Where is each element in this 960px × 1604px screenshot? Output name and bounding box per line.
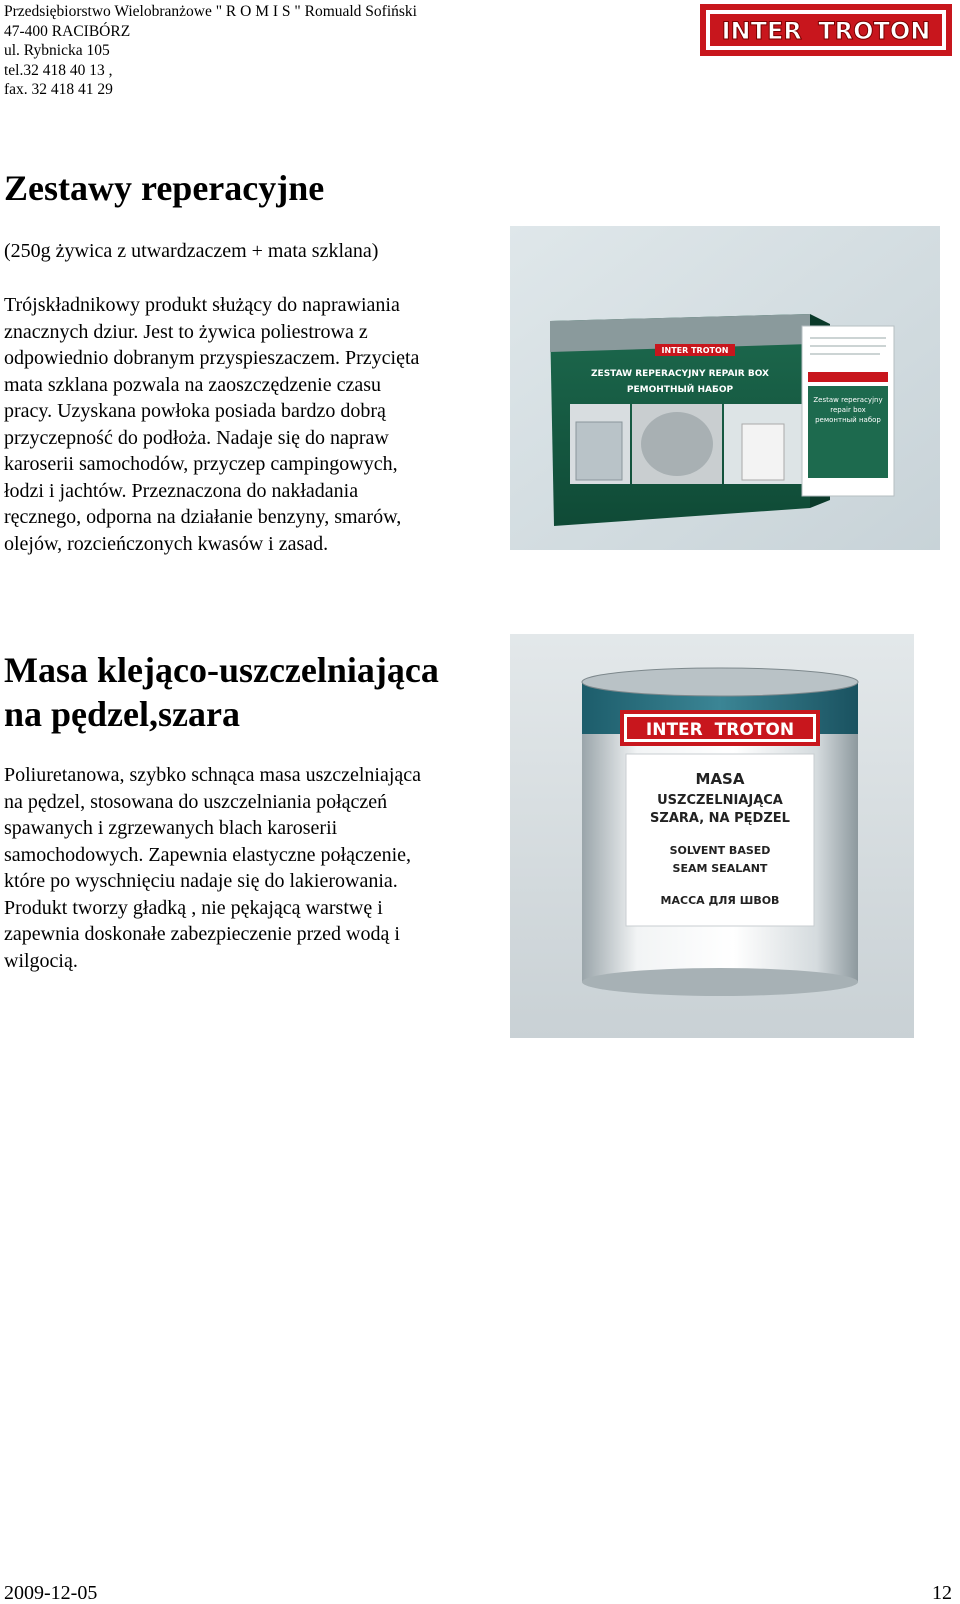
description-line: Produkt tworzy gładką , nie pękającą warstwę i	[4, 896, 383, 919]
section-title-repair-kits: Zestawy reperacyjne	[4, 168, 325, 208]
description-line: mata szklana pozwala na zaoszczędzenie czasu	[4, 373, 381, 396]
company-header	[4, 2, 417, 100]
description-line: przyczepność do podłoża. Nadaje się do napraw	[4, 426, 389, 449]
logo-text-right: TROTON	[818, 17, 931, 45]
street-address: ul. Rybnicka 105	[4, 42, 110, 59]
logo-text-left: INTER	[721, 17, 802, 45]
description-line: zapewnia doskonałe zabezpieczenie przed wodą i	[4, 923, 400, 945]
description-line: karoserii samochodów, przyczep campingowych,	[4, 453, 398, 475]
description-line: Poliuretanowa, szybko schnąca masa uszczelniająca	[4, 764, 422, 786]
footer-page-number: 12	[932, 1582, 952, 1604]
small-box-line2: repair box	[830, 406, 866, 414]
can-label-uszczelniajaca: USZCZELNIAJĄCA	[657, 793, 783, 808]
section-subtitle-repair-kits: (250g żywica z utwardzaczem + mata szklana)	[4, 240, 379, 262]
small-box-line1: Zestaw reperacyjny	[813, 396, 883, 404]
can-brand-right: TROTON	[714, 720, 795, 740]
description-line: wilgocią.	[4, 949, 78, 972]
can-label-seam: SEAM SEALANT	[672, 862, 768, 875]
phone-number: tel.32 418 40 13 ,	[4, 61, 113, 79]
description-line: spawanych i zgrzewanych blach karoserii	[4, 817, 338, 839]
can-brand-left: INTER	[645, 720, 703, 740]
small-box-line3: ремонтный набор	[815, 416, 881, 424]
description-line: łodzi i jachtów. Przeznaczona do nakładania	[4, 479, 359, 502]
title-line: Masa klejąco-uszczelniająca	[4, 650, 439, 690]
title-line: na pędzel,szara	[4, 694, 240, 734]
postal-code-city: 47-400 RACIBÓRZ	[4, 22, 131, 40]
footer-date: 2009-12-05	[4, 1582, 98, 1604]
box-label-line2: РЕМОНТНЫЙ НАБОР	[626, 385, 734, 395]
can-label-russian: МАССА ДЛЯ ШВОВ	[660, 894, 780, 907]
seam-sealant-can-photo	[510, 634, 914, 1038]
svg-text:INTER TROTON	[722, 17, 931, 45]
description-line: samochodowych. Zapewnia elastyczne połączenie,	[4, 843, 412, 866]
description-line: pracy. Uzyskana powłoka posiada bardzo dobrą	[4, 400, 386, 422]
svg-text:INTER TROTON	[646, 720, 794, 740]
can-label-szara: SZARA, NA PĘDZEL	[650, 811, 790, 826]
description-line: na pędzel, stosowana do uszczelniania połączeń	[4, 790, 388, 813]
description-line: Trójskładnikowy produkt służący do naprawiania	[4, 294, 400, 316]
fax-number: fax. 32 418 41 29	[4, 81, 113, 98]
section-title-seam-sealant	[4, 648, 439, 736]
seam-sealant-description	[4, 762, 421, 974]
repair-kits-description	[4, 292, 419, 557]
box-brand-label: INTER TROTON	[661, 346, 729, 355]
description-line: znacznych dziur. Jest to żywica poliestrowa z	[4, 320, 368, 343]
description-line: odpowiednio dobranym przyspieszaczem. Przycięta	[4, 347, 420, 369]
inter-troton-logo	[700, 4, 952, 56]
description-line: olejów, rozcieńczonych kwasów i zasad.	[4, 532, 329, 555]
company-name: Przedsiębiorstwo Wielobranżowe " R O M I S " Romuald Sofiński	[4, 3, 417, 20]
can-label-solvent: SOLVENT BASED	[669, 844, 771, 857]
repair-kit-product-photo	[510, 226, 940, 550]
can-label-masa: MASA	[695, 770, 745, 788]
description-line: ręcznego, odporna na działanie benzyny, smarów,	[4, 506, 402, 528]
box-label-line1: ZESTAW REPERACYJNY REPAIR BOX	[591, 369, 769, 379]
description-line: które po wyschnięciu nadaje się do lakierowania.	[4, 870, 398, 892]
